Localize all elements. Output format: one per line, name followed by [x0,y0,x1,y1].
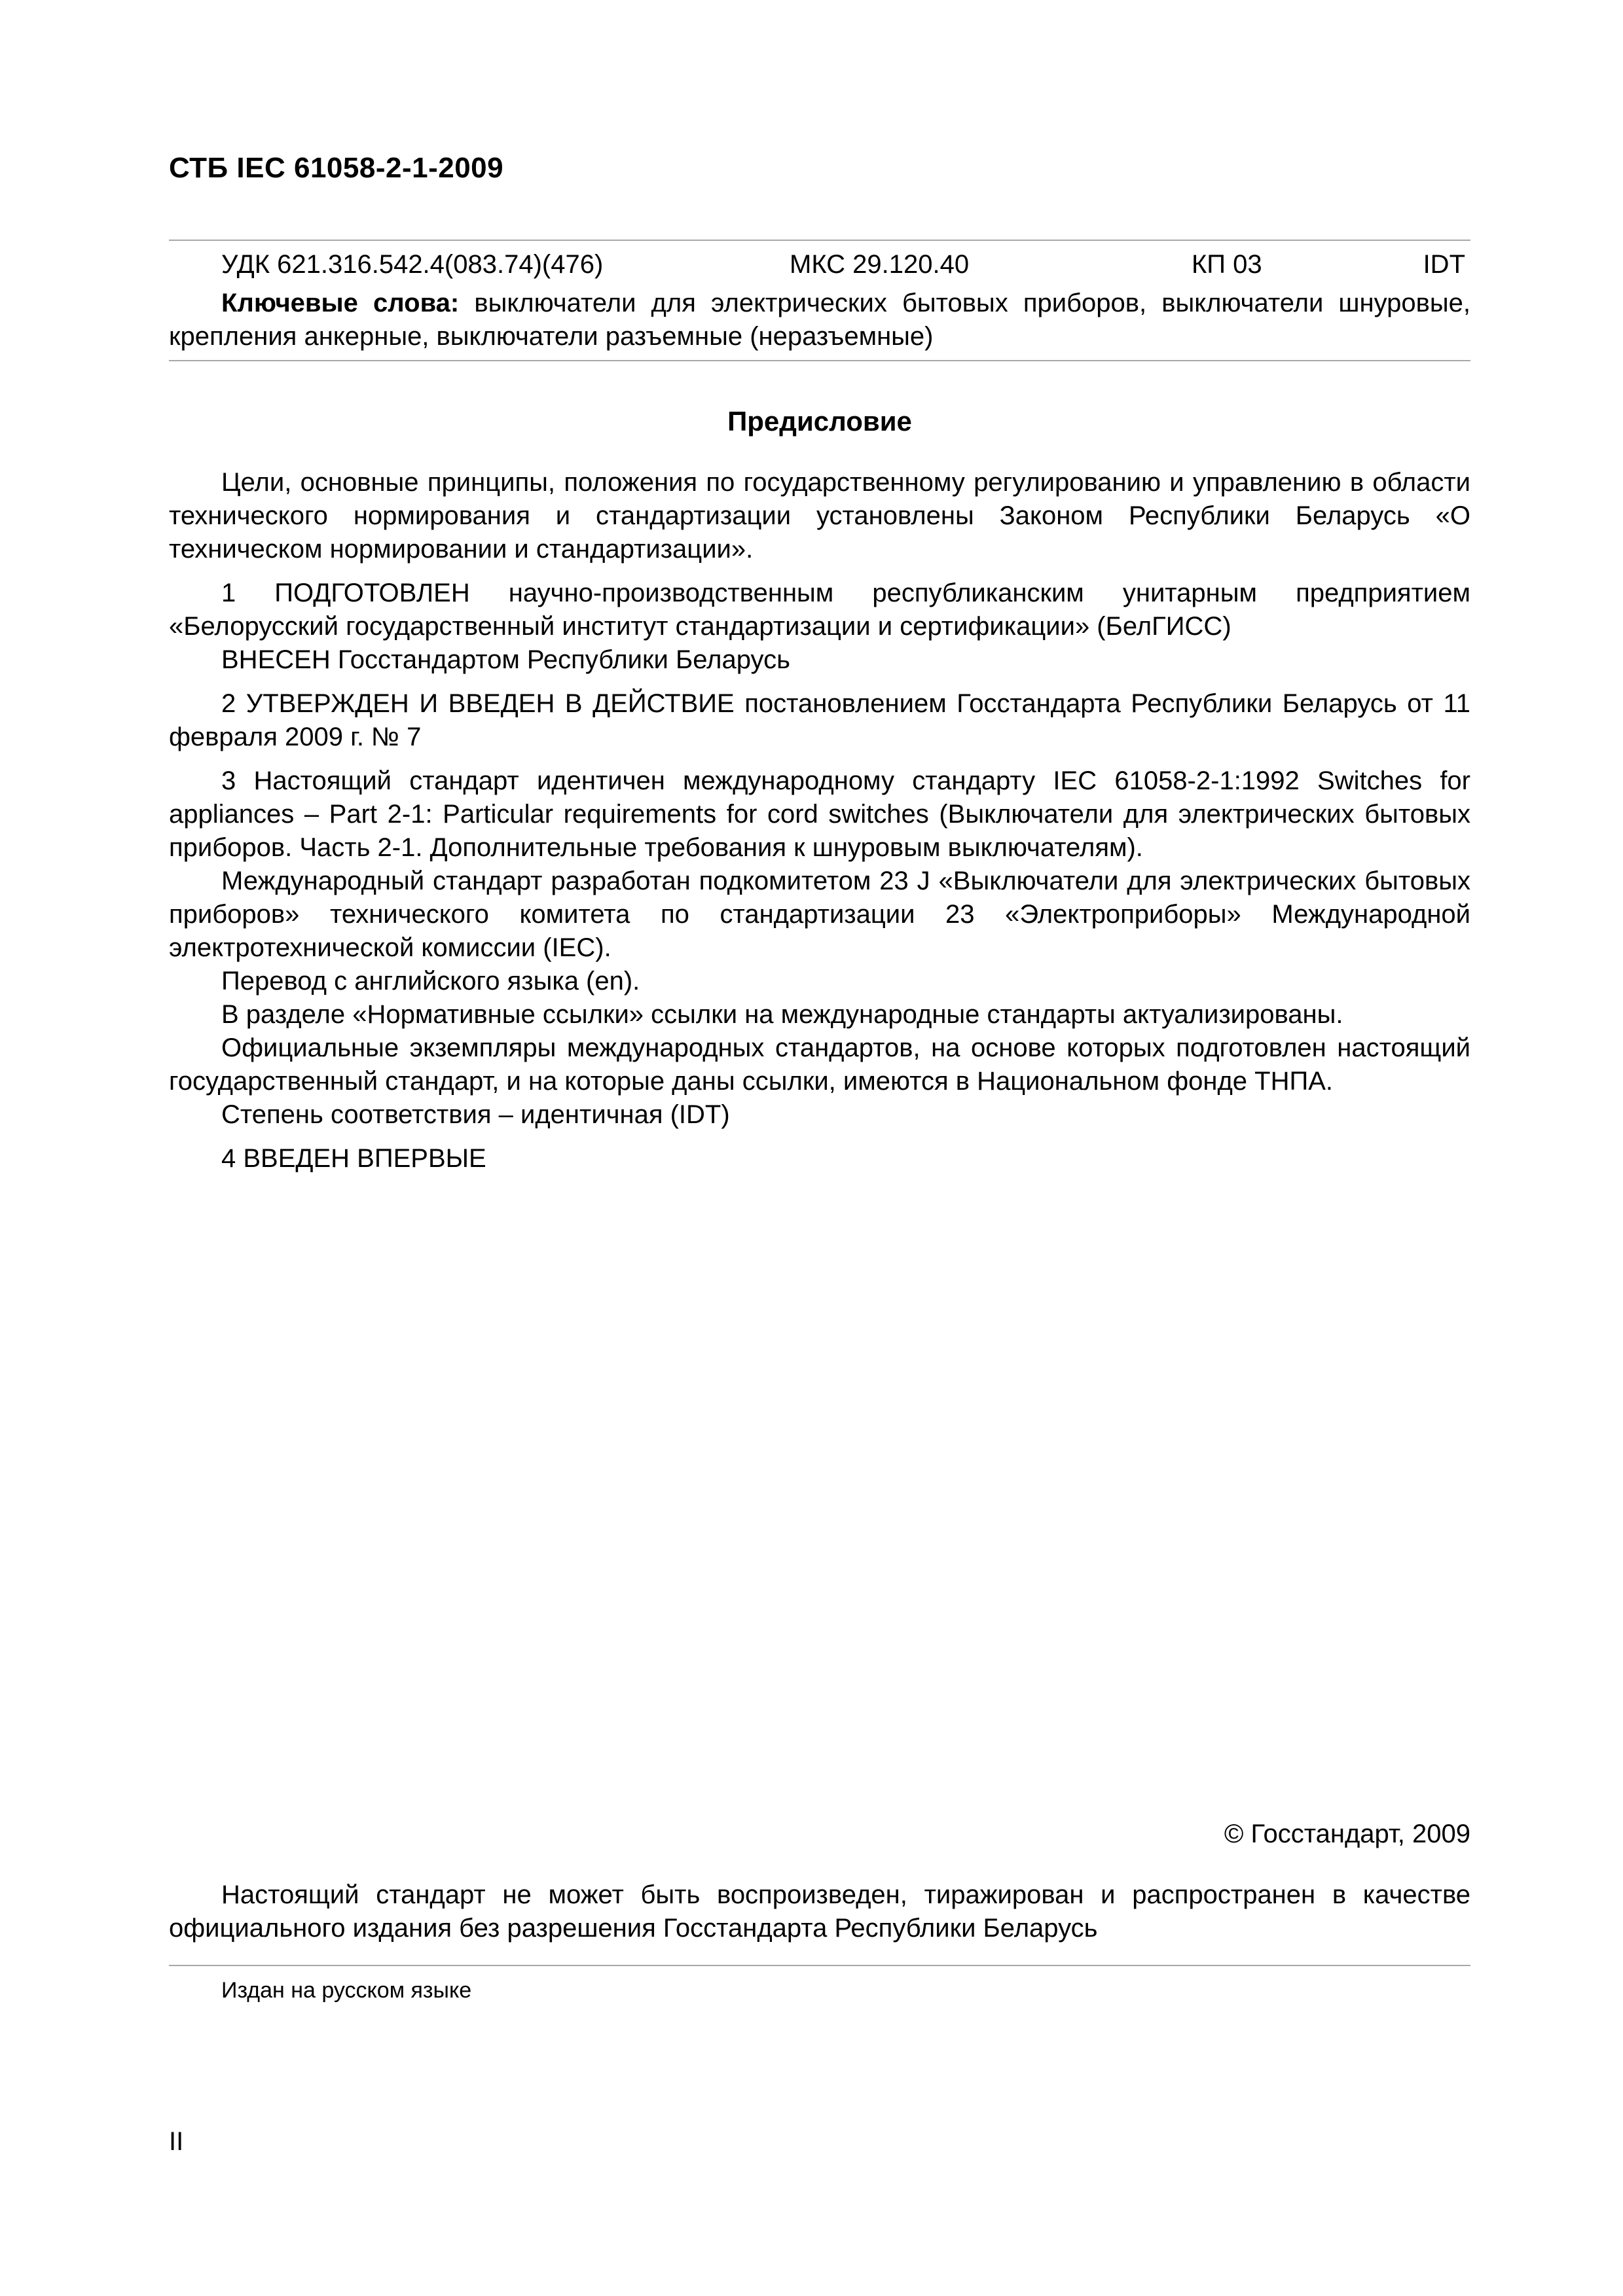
paragraph: Перевод с английского языка (en). [221,967,640,996]
idt-code: IDT [1423,250,1465,279]
meta-divider [169,360,1470,361]
paragraph: Степень соответствия – идентичная (IDT) [221,1100,730,1129]
kp-code: КП 03 [1192,250,1262,279]
footer-divider [169,1965,1470,1966]
keywords [169,287,1470,353]
foreword-body [169,466,1470,1175]
foreword-title: Предисловие [727,406,912,437]
reproduction-notice: Настоящий стандарт не может быть воспроизведен, тиражирован и распространен в качестве официального издания без разрешения Госстандарта Республики Беларусь [169,1880,1470,1943]
paragraph: 2 УТВЕРЖДЕН И ВВЕДЕН В ДЕЙСТВИЕ постановлением Госстандарта Республики Беларусь от 11 февраля 2009 г. № 7 [169,689,1470,751]
paragraph: 4 ВВЕДЕН ВПЕРВЫЕ [221,1144,486,1173]
udk-code: УДК 621.316.542.4(083.74)(476) [221,250,604,279]
document-code: СТБ IEC 61058-2-1-2009 [169,152,504,184]
paragraph: Международный стандарт разработан подкомитетом 23 J «Выключатели для электрических бытовых приборов» технического комитета по стандартизации 23 «Электроприборы» Международной электротехнической комиссии (IEC). [169,867,1470,962]
paragraph: 3 Настоящий стандарт идентичен международному стандарту IEC 61058-2-1:1992 Switches for appliances – Part 2-1: Particular requirements for cord switches (Выключатели для электрических бытовых приборов. Часть 2-1. Дополнительные требования к шнуровым выключателям). [169,766,1470,862]
copyright: © Госстандарт, 2009 [1224,1820,1470,1848]
keywords-text: выключатели для электрических бытовых приборов, выключатели шнуровые, крепления анкерные, выключатели разъемные (неразъемные) [169,289,1471,351]
mks-code: МКС 29.120.40 [790,250,970,279]
published-language: Издан на русском языке [221,1978,472,2003]
paragraph: Официальные экземпляры международных стандартов, на основе которых подготовлен настоящий государственный стандарт, и на которые даны ссылки, имеются в Национальном фонде ТНПА. [169,1033,1470,1096]
page-number: II [169,2127,184,2156]
classification-row [169,249,1470,280]
paragraph: В разделе «Нормативные ссылки» ссылки на международные стандарты актуализированы. [221,1000,1343,1029]
top-divider [169,240,1470,241]
paragraph: ВНЕСЕН Госстандартом Республики Беларусь [221,645,790,674]
keywords-label: Ключевые слова: [221,289,460,317]
paragraph: Цели, основные принципы, положения по государственному регулированию и управлению в области технического нормирования и стандартизации установлены Законом Республики Беларусь «О техническом нормировании и стандартизации». [169,468,1470,564]
paragraph: 1 ПОДГОТОВЛЕН научно-производственным республиканским унитарным предприятием «Белорусский государственный институт стандартизации и сертификации» (БелГИСС) [169,579,1470,641]
